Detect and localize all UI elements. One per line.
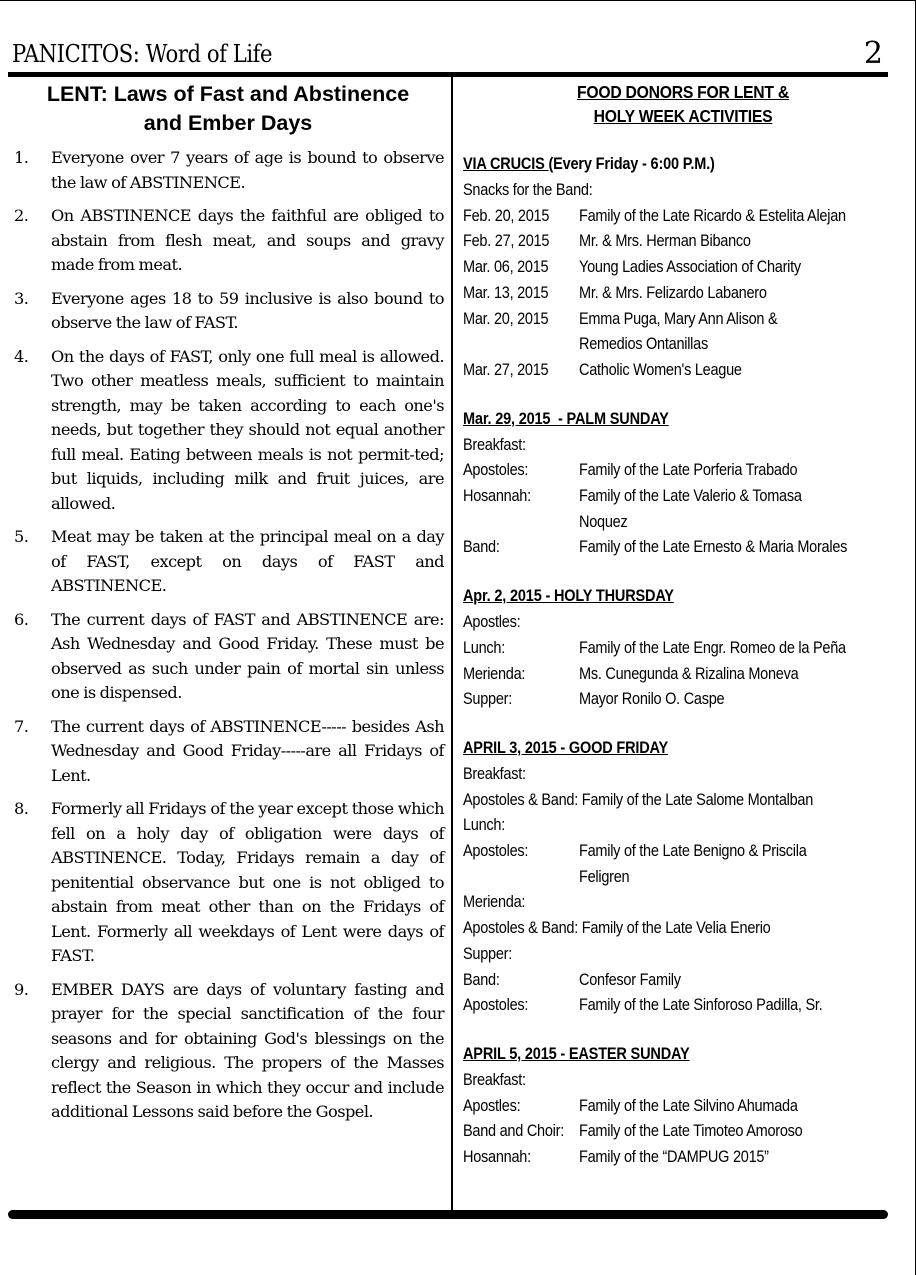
palm-sunday-heading-text: Mar. 29, 2015 - PALM SUNDAY [463,409,669,428]
page-number: 2 [863,36,883,71]
via-crucis-heading-schedule: (Every Friday - 6:00 P.M.) [548,155,715,173]
donor-line [463,916,903,942]
donor-row [463,993,903,1019]
palm-sunday-heading [463,409,669,429]
subheading [463,610,903,636]
article-title-line-2: and Ember Days [143,111,313,135]
lent-laws-article [12,80,444,1134]
donors-title-line-2: HOLY WEEK ACTIVITIES [593,106,773,126]
donor-line-text: Apostoles & Band: Family of the Late Salome Montalban [463,790,814,809]
donor-role: Supper: [463,690,513,709]
donor-name: Family of the Late Ricardo & Estelita Alejan [579,206,846,225]
footer-divider [8,1210,888,1219]
donor-row [463,687,903,713]
masthead [12,38,887,72]
donor-row [463,358,903,384]
donor-role: Lunch: [463,638,506,657]
subheading-text: Breakfast: [463,435,526,454]
law-number: 4. [14,346,29,366]
law-item [12,715,444,789]
law-text: The current days of FAST and ABSTINENCE are: Ash Wednesday and Good Friday. These must be observed as such under pain of mortal sin unless one is dispensed. [51,609,444,702]
donor-row [463,1145,903,1171]
subheading [463,1068,903,1094]
donor-name: Ms. Cunegunda & Rizalina Moneva [579,664,799,683]
donor-row [463,968,903,994]
donor-role: Hosannah: [463,487,531,506]
donor-date: Mar. 06, 2015 [463,258,549,277]
law-item [12,525,444,599]
law-number: 8. [14,799,29,818]
donor-name: Noquez [579,512,628,531]
law-text: On the days of FAST, only one full meal is allowed. Two other meatless meals, sufficient to maintain strength, may be taken according to each one's needs, but together they should not equal another full meal. Eating between meals is not permit-ted; but liquids, including milk and fruit juices, are allowed. [51,346,444,513]
donor-name: Young Ladies Association of Charity [579,258,801,277]
donor-name: Emma Puga, Mary Ann Alison & [579,309,778,328]
palm-sunday-section [463,409,903,562]
holy-thursday-heading-text: Apr. 2, 2015 - HOLY THURSDAY [463,587,674,606]
law-item [12,978,444,1125]
donor-name: Mr. & Mrs. Felizardo Labanero [579,283,767,302]
law-text: Everyone ages 18 to 59 inclusive is also bound to observe the law of FAST. [51,288,444,332]
donor-role: Hosannah: [463,1148,531,1167]
donor-row [463,332,903,358]
via-crucis-section [463,154,903,384]
donor-row [463,1119,903,1145]
donor-row [463,535,903,561]
donor-role: Band: [463,538,500,557]
easter-sunday-heading-text: APRIL 5, 2015 - EASTER SUNDAY [463,1044,690,1063]
donor-row [463,281,903,307]
donor-row [463,229,903,255]
donor-role: Apostoles: [463,996,529,1015]
subheading-text: Breakfast: [463,764,526,783]
article-title-line-1: LENT: Laws of Fast and Abstinence [46,82,410,106]
subheading [463,178,903,204]
good-friday-heading-text: APRIL 3, 2015 - GOOD FRIDAY [463,738,669,757]
newsletter-title: PANICITOS: Word of Life [12,40,273,68]
donor-name: Feligren [579,867,630,886]
donor-name: Family of the Late Porferia Trabado [579,461,798,480]
article-title [12,80,444,138]
donor-row [463,484,903,510]
donor-row [463,1094,903,1120]
donor-line [463,788,903,814]
law-number: 9. [14,979,29,999]
donor-date: Mar. 13, 2015 [463,283,549,302]
donor-name: Confesor Family [579,970,681,989]
donor-name: Family of the Late Ernesto & Maria Morales [579,538,848,557]
easter-sunday-section [463,1044,903,1171]
law-text: On ABSTINENCE days the faithful are obliged to abstain from flesh meat, and soups and gravy made from meat. [51,206,444,274]
law-text: The current days of ABSTINENCE----- besides Ash Wednesday and Good Friday-----are all Fridays of Lent. [51,716,444,785]
law-text: EMBER DAYS are days of voluntary fasting and prayer for the special sanctification of the four seasons and for obtaining God's blessings on the clergy and religious. The propers of the Masses reflect the Season in which they occur and include additional Lessons said before the Gospel. [51,979,444,1121]
easter-sunday-heading [463,1044,689,1064]
donor-name: Catholic Women's League [579,360,742,379]
via-crucis-heading [463,154,715,174]
subheading-text: Merienda: [463,893,526,912]
donor-row [463,307,903,333]
law-text: Everyone over 7 years of age is bound to observe the law of ABSTINENCE. [51,148,444,192]
donor-role: Apostles: [463,1096,521,1115]
holy-thursday-section [463,586,903,713]
good-friday-heading [463,738,668,758]
law-item [12,287,444,336]
donor-row [463,636,903,662]
donor-name: Mr. & Mrs. Herman Bibanco [579,232,751,251]
donor-name: Family of the Late Engr. Romeo de la Peña [579,638,846,657]
donors-title [485,80,881,128]
subheading [463,813,903,839]
donor-name: Family of the Late Valerio & Tomasa [579,487,802,506]
donor-row [463,510,903,536]
subheading-text: Supper: [463,944,513,963]
donor-date: Feb. 20, 2015 [463,206,550,225]
food-donors-article [463,80,903,1196]
law-item [12,608,444,706]
donor-row [463,662,903,688]
law-item [12,204,444,278]
donor-role: Apostoles: [463,842,529,861]
donor-row [463,204,903,230]
donor-name: Family of the Late Timoteo Amoroso [579,1122,803,1141]
law-number: 3. [14,288,29,308]
via-crucis-heading-title: VIA CRUCIS [463,155,549,173]
donor-role: Band and Choir: [463,1122,564,1141]
subheading [463,762,903,788]
donor-role: Apostoles: [463,461,529,480]
subheading-text: Lunch: [463,816,506,835]
law-item [12,146,444,195]
donor-row [463,865,903,891]
donor-role: Merienda: [463,664,526,683]
holy-thursday-heading [463,586,674,606]
donor-row [463,458,903,484]
donor-name: Family of the Late Benigno & Priscila [579,842,807,861]
donor-name: Family of the Late Sinforoso Padilla, Sr. [579,996,823,1015]
subheading [463,890,903,916]
law-number: 2. [14,206,29,225]
donor-line-text: Apostoles & Band: Family of the Late Velia Enerio [463,919,771,938]
donor-date: Mar. 27, 2015 [463,360,549,379]
laws-list [12,146,444,1125]
law-number: 7. [14,716,29,736]
donor-role: Band: [463,970,500,989]
subheading [463,433,903,459]
subheading-text: Apostles: [463,613,521,632]
column-divider [451,77,453,1210]
law-item [12,345,444,517]
law-item [12,797,444,969]
page-top-border [0,0,916,1]
good-friday-section [463,738,903,1019]
donor-date: Mar. 20, 2015 [463,309,549,328]
subheading [463,942,903,968]
donors-title-line-1: FOOD DONORS FOR LENT & [577,82,789,102]
donor-name: Remedios Ontanillas [579,335,708,354]
donor-name: Mayor Ronilo O. Caspe [579,690,725,709]
law-text: Formerly all Fridays of the year except those which fell on a holy day of obligation were days of ABSTINENCE. Today, Fridays remain a day of penitential observance but one is not obliged to abstain from meat other than on the Fridays of Lent. Formerly all weekdays of Lent were days of FAST. [51,799,444,965]
subheading-text: Breakfast: [463,1070,526,1089]
law-number: 1. [14,148,29,167]
donor-name: Family of the Late Silvino Ahumada [579,1096,798,1115]
law-text: Meat may be taken at the principal meal on a day of FAST, except on days of FAST and ABSTINENCE. [51,527,444,595]
donor-row [463,255,903,281]
donor-row [463,839,903,865]
donor-name: Family of the “DAMPUG 2015” [579,1148,769,1167]
law-number: 6. [14,609,29,629]
masthead-divider [8,72,888,77]
law-number: 5. [14,527,29,546]
donor-date: Feb. 27, 2015 [463,232,550,251]
subheading-text: Snacks for the Band: [463,181,593,199]
